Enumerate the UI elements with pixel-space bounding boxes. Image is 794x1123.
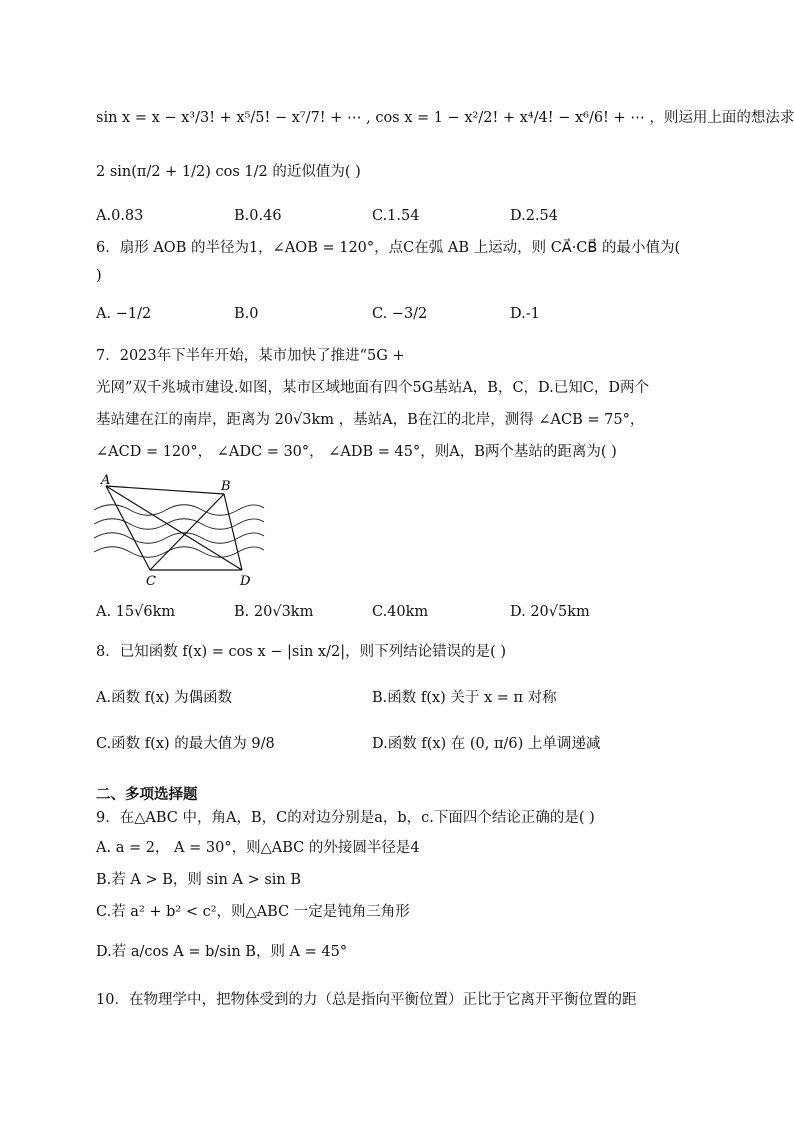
q9-stem: 9．在△ABC 中，角A，B，C的对边分别是a，b，c.下面四个结论正确的是( ): [96, 810, 595, 826]
q5-option-b: B.0.46: [234, 208, 282, 224]
q5-option-c: C.1.54: [372, 208, 420, 224]
q5-expression-line: 2 sin(π/2 + 1/2) cos 1/2 的近似值为( ): [96, 164, 361, 180]
q9-option-c: C.若 a² + b² < c²，则△ABC 一定是钝角三角形: [96, 904, 410, 920]
segment-ad: [106, 486, 242, 570]
label-d: D: [240, 574, 251, 588]
q7-option-b: B. 20√3km: [234, 604, 314, 620]
q8-option-c: C.函数 f(x) 的最大值为 9/8: [96, 736, 275, 752]
q10-stem: 10．在物理学中，把物体受到的力（总是指向平衡位置）正比于它离开平衡位置的距: [96, 992, 637, 1008]
q6-option-c: C. −3/2: [372, 306, 428, 322]
q5-formula-line: sin x = x − x³/3! + x⁵/5! − x⁷/7! + ⋯ , cos x = 1 − x²/2! + x⁴/4! − x⁶/6! + ⋯ ，则运用上面的想法求: [96, 110, 794, 126]
q6-stem-cont: ): [96, 268, 102, 284]
q8-option-d: D.函数 f(x) 在 (0, π/6) 上单调递减: [372, 736, 601, 752]
q8-option-a: A.函数 f(x) 为偶函数: [96, 690, 233, 706]
q7-stem-1: 7．2023年下半年开始，某市加快了推进“5G +: [96, 348, 405, 364]
q9-option-b: B.若 A > B，则 sin A > sin B: [96, 872, 302, 888]
quadrilateral-lines: [106, 486, 242, 570]
q7-stem-3: 基站建在江的南岸，距离为 20√3km ，基站A，B在江的北岸，测得 ∠ACB = 75°，: [96, 412, 645, 428]
q7-option-d: D. 20√5km: [510, 604, 590, 620]
section-heading: 二、多项选择题: [96, 787, 198, 803]
q7-stem-4: ∠ACD = 120°， ∠ADC = 30°， ∠ADB = 45°，则A，B两个基站的距离为( ): [96, 444, 617, 460]
q7-option-a: A. 15√6km: [96, 604, 176, 620]
q7-stem-2: 光网”双千兆城市建设.如图，某市区域地面有四个5G基站A，B，C，D.已知C，D两个: [96, 380, 649, 396]
q5-option-d: D.2.54: [510, 208, 559, 224]
q7-river-figure: [92, 472, 267, 588]
q8-stem: 8．已知函数 f(x) = cos x − |sin x/2|，则下列结论错误的是( ): [96, 644, 507, 660]
q6-option-a: A. −1/2: [96, 306, 152, 322]
q8-option-b: B.函数 f(x) 关于 x = π 对称: [372, 690, 557, 706]
q6-option-b: B.0: [234, 306, 259, 322]
q6-option-d: D.-1: [510, 306, 540, 322]
segment-bc: [150, 494, 224, 570]
q6-stem: 6．扇形 AOB 的半径为1，∠AOB = 120°，点C在弧 AB 上运动，则 CA⃗·CB⃗ 的最小值为(: [96, 240, 681, 256]
segment-ab: [106, 486, 224, 494]
q9-option-d: D.若 a/cos A = b/sin B，则 A = 45°: [96, 944, 348, 960]
q5-option-a: A.0.83: [96, 208, 144, 224]
label-b: B: [221, 479, 231, 494]
segment-ac: [106, 486, 150, 570]
label-a: A: [101, 473, 111, 488]
q9-option-a: A. a = 2， A = 30°，则△ABC 的外接圆半径是4: [96, 840, 420, 856]
label-c: C: [146, 574, 156, 588]
q7-option-c: C.40km: [372, 604, 429, 620]
segment-bd: [224, 494, 242, 570]
